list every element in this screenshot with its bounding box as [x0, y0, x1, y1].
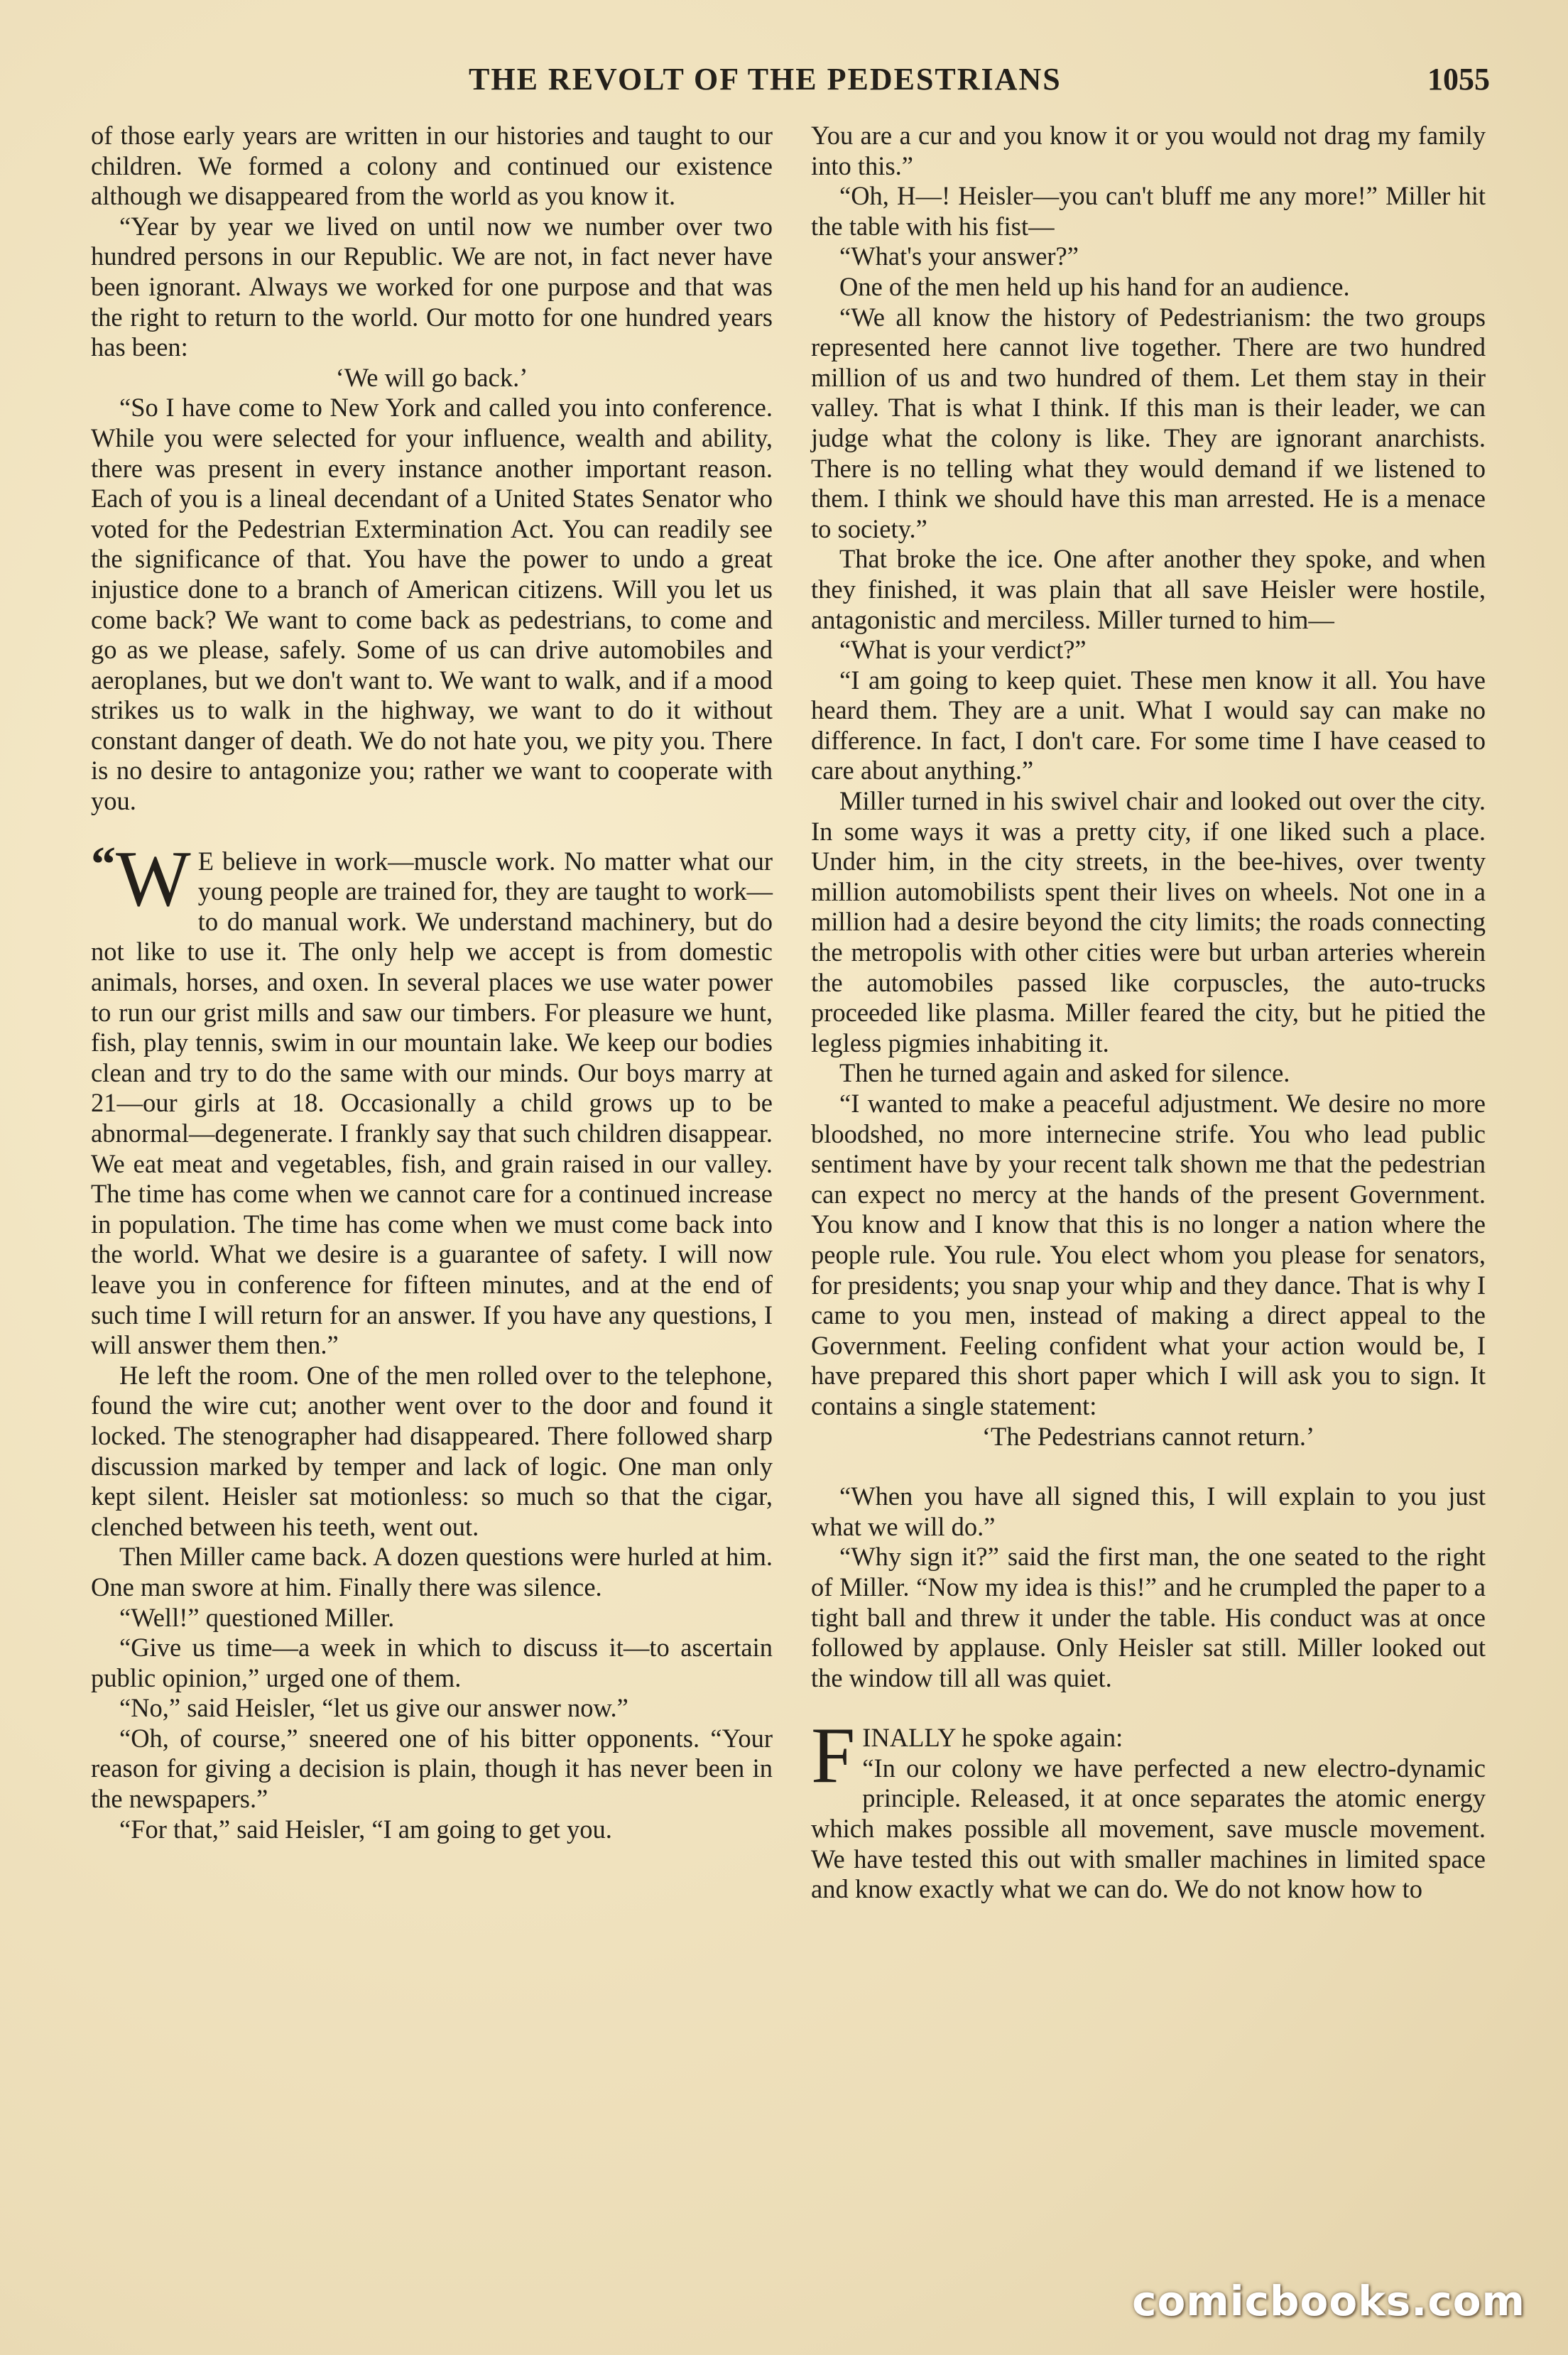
paragraph: “For that,” said Heisler, “I am going to get you. — [119, 1814, 612, 1844]
left-column — [91, 121, 773, 1844]
paragraph: “When you have all signed this, I will explain to you just what we will do.” — [811, 1481, 1486, 1541]
paragraph: “Well!” questioned Miller. — [119, 1602, 395, 1632]
dropcap-paragraph — [811, 1712, 1486, 1905]
paragraph: “I am going to keep quiet. These men know it all. You have heard them. They are a unit. What I would say can make no difference. In fact, I don't care. For some time I have ceased to care about anything.” — [811, 665, 1486, 785]
dropcap-letter: F — [811, 1712, 856, 1800]
paragraph: You are a cur and you know it or you would not drag my family into this.” — [811, 121, 1486, 180]
dropcap-letter: W — [116, 834, 191, 923]
paragraph: “I wanted to make a peaceful adjustment. We desire no more bloodshed, no more internecine strife. You who lead public sentiment have by your recent talk shown me that the pedestrian can expect no mercy at the hands of the present Government. You know and I know that this is no longer a nation where the people rule. You rule. You elect whom you please for senators, for presidents; you snap your whip and they dance. That is why I came to you men, instead of making a direct appeal to the Government. Feeling confident what your action would be, I have prepared this short paper which I will ask you to sign. It contains a single statement: — [811, 1089, 1486, 1420]
paragraph: “Why sign it?” said the first man, the one seated to the right of Miller. “Now my idea is this!” and he crumpled the paper to a tight ball and threw it under the table. His conduct was at once followed by applause. Only Heisler sat still. Miller looked out the window till all was quiet. — [811, 1542, 1486, 1692]
paragraph: “What's your answer?” — [839, 241, 1079, 271]
paragraph: That broke the ice. One after another they spoke, and when they finished, it was plain that all save Heisler were hostile, antagonistic and merciless. Miller turned to him— — [811, 544, 1486, 634]
paragraph: “Oh, of course,” sneered one of his bitter opponents. “Your reason for giving a decision is plain, though it has never been in the newspapers.” — [91, 1723, 773, 1814]
paragraph: “Give us time—a week in which to discuss it—to ascertain public opinion,” urged one of them. — [91, 1633, 773, 1692]
paragraph: “What is your verdict?” — [839, 635, 1087, 665]
statement: ‘The Pedestrians cannot return.’ — [981, 1421, 1315, 1451]
paragraph: “We all know the history of Pedestrianism: the two groups represented here cannot live together. There are two hundred million of us and two hundred of them. Let them stay in their valley. That is what I think. If this man is their leader, we can judge what the colony is like. They are ignorant anarchists. There is no telling what they would demand if we listened to them. I think we should have this man arrested. He is a menace to society.” — [811, 302, 1486, 543]
paragraph: “No,” said Heisler, “let us give our answer now.” — [119, 1693, 628, 1723]
paragraph: One of the men held up his hand for an audience. — [839, 271, 1350, 301]
right-column — [811, 121, 1486, 1905]
paragraph: Miller turned in his swivel chair and looked out over the city. In some ways it was a pretty city, if one liked such a place. Under him, in the city streets, in the bee-hives, over twenty million automobilists spent their lives on wheels. Not one in a million had a desire beyond the city limits; the roads connecting the metropolis with other cities were but urban arteries wherein the automobiles passed like corpuscles, the auto-trucks proceeded like plasma. Miller feared the city, but he pitied the legless pigmies inhabiting it. — [811, 786, 1486, 1057]
page-header — [0, 61, 1568, 111]
dropcap-quote: “ — [91, 837, 116, 892]
paragraph: “Year by year we lived on until now we number over two hundred persons in our Republic. We are not, in fact never have been ignorant. Always we worked for one purpose and that was the right to return to the world. Our motto for one hundred years has been: — [91, 211, 773, 362]
paragraph-text: E believe in work—muscle work. No matter what our young people are trained for, they are taught to work—to do manual work. We understand machinery, but do not like to use it. The only help we accept is from domestic animals, horses, and oxen. In several places we use water power to run our grist mills and saw our timbers. For pleasure we hunt, fish, play tennis, swim in our mountain lake. We keep our bodies clean and try to do the same with our minds. Our boys marry at 21—our girls at 18. Occasionally a child grows up to be abnormal—degenerate. I frankly say that such children disappear. We eat meat and vegetables, fish, and grain raised in our valley. The time has come when we cannot care for a continued increase in population. The time has come when we must come back into the world. What we desire is a guarantee of safety. I will now leave you in conference for fifteen minutes, and at the end of such time I will return for an answer. If you have any questions, I will answer them then.” — [91, 846, 773, 1360]
paragraph: “Oh, H—! Heisler—you can't bluff me any more!” Miller hit the table with his fist— — [811, 181, 1486, 241]
paragraph: “So I have come to New York and called you into conference. While you were selected for your influence, wealth and ability, there was present in every instance another important reason. Each of you is a lineal decendant of a United States Senator who voted for the Pedestrian Extermination Act. You can readily see the significance of that. You have the power to undo a great injustice done to a branch of American citizens. Will you let us come back? We want to come back as pedestrians, to come and go as we please, safely. Some of us can drive automobiles and aeroplanes, but we don't want to. We want to walk, and if a mood strikes us to walk in the highway, we want to do it without constant danger of death. We do not hate you, we pity you. There is no desire to antagonize you; rather we want to cooperate with you. — [91, 393, 773, 816]
paragraph: He left the room. One of the men rolled over to the telephone, found the wire cut; another went over to the door and found it locked. The stenographer had disappeared. There followed sharp discussion marked by temper and lack of logic. One man only kept silent. Heisler sat motionless: so much so that the cigar, clenched between his teeth, went out. — [91, 1360, 773, 1541]
paragraph: Then Miller came back. A dozen questions were hurled at him. One man swore at him. Finally there was silence. — [91, 1542, 773, 1601]
running-title: THE REVOLT OF THE PEDESTRIANS — [469, 62, 1062, 97]
paragraph-text: INALLY he spoke again: — [862, 1723, 1123, 1753]
motto: ‘We will go back.’ — [335, 362, 528, 392]
page-number: 1055 — [1427, 62, 1490, 97]
dropcap-paragraph — [91, 834, 773, 1361]
watermark: comicbooks.com — [1132, 2277, 1525, 2325]
paragraph: of those early years are written in our histories and taught to our children. We formed a colony and continued our existence although we disappeared from the world as you know it. — [91, 121, 773, 211]
paragraph: Then he turned again and asked for silence. — [839, 1058, 1290, 1088]
paragraph-text: “In our colony we have perfected a new electro-dynamic principle. Released, it at once separates the atomic energy which makes possible all movement, save muscle movement. We have tested this out with smaller machines in limited space and know exactly what we can do. We do not know how to — [811, 1753, 1486, 1904]
